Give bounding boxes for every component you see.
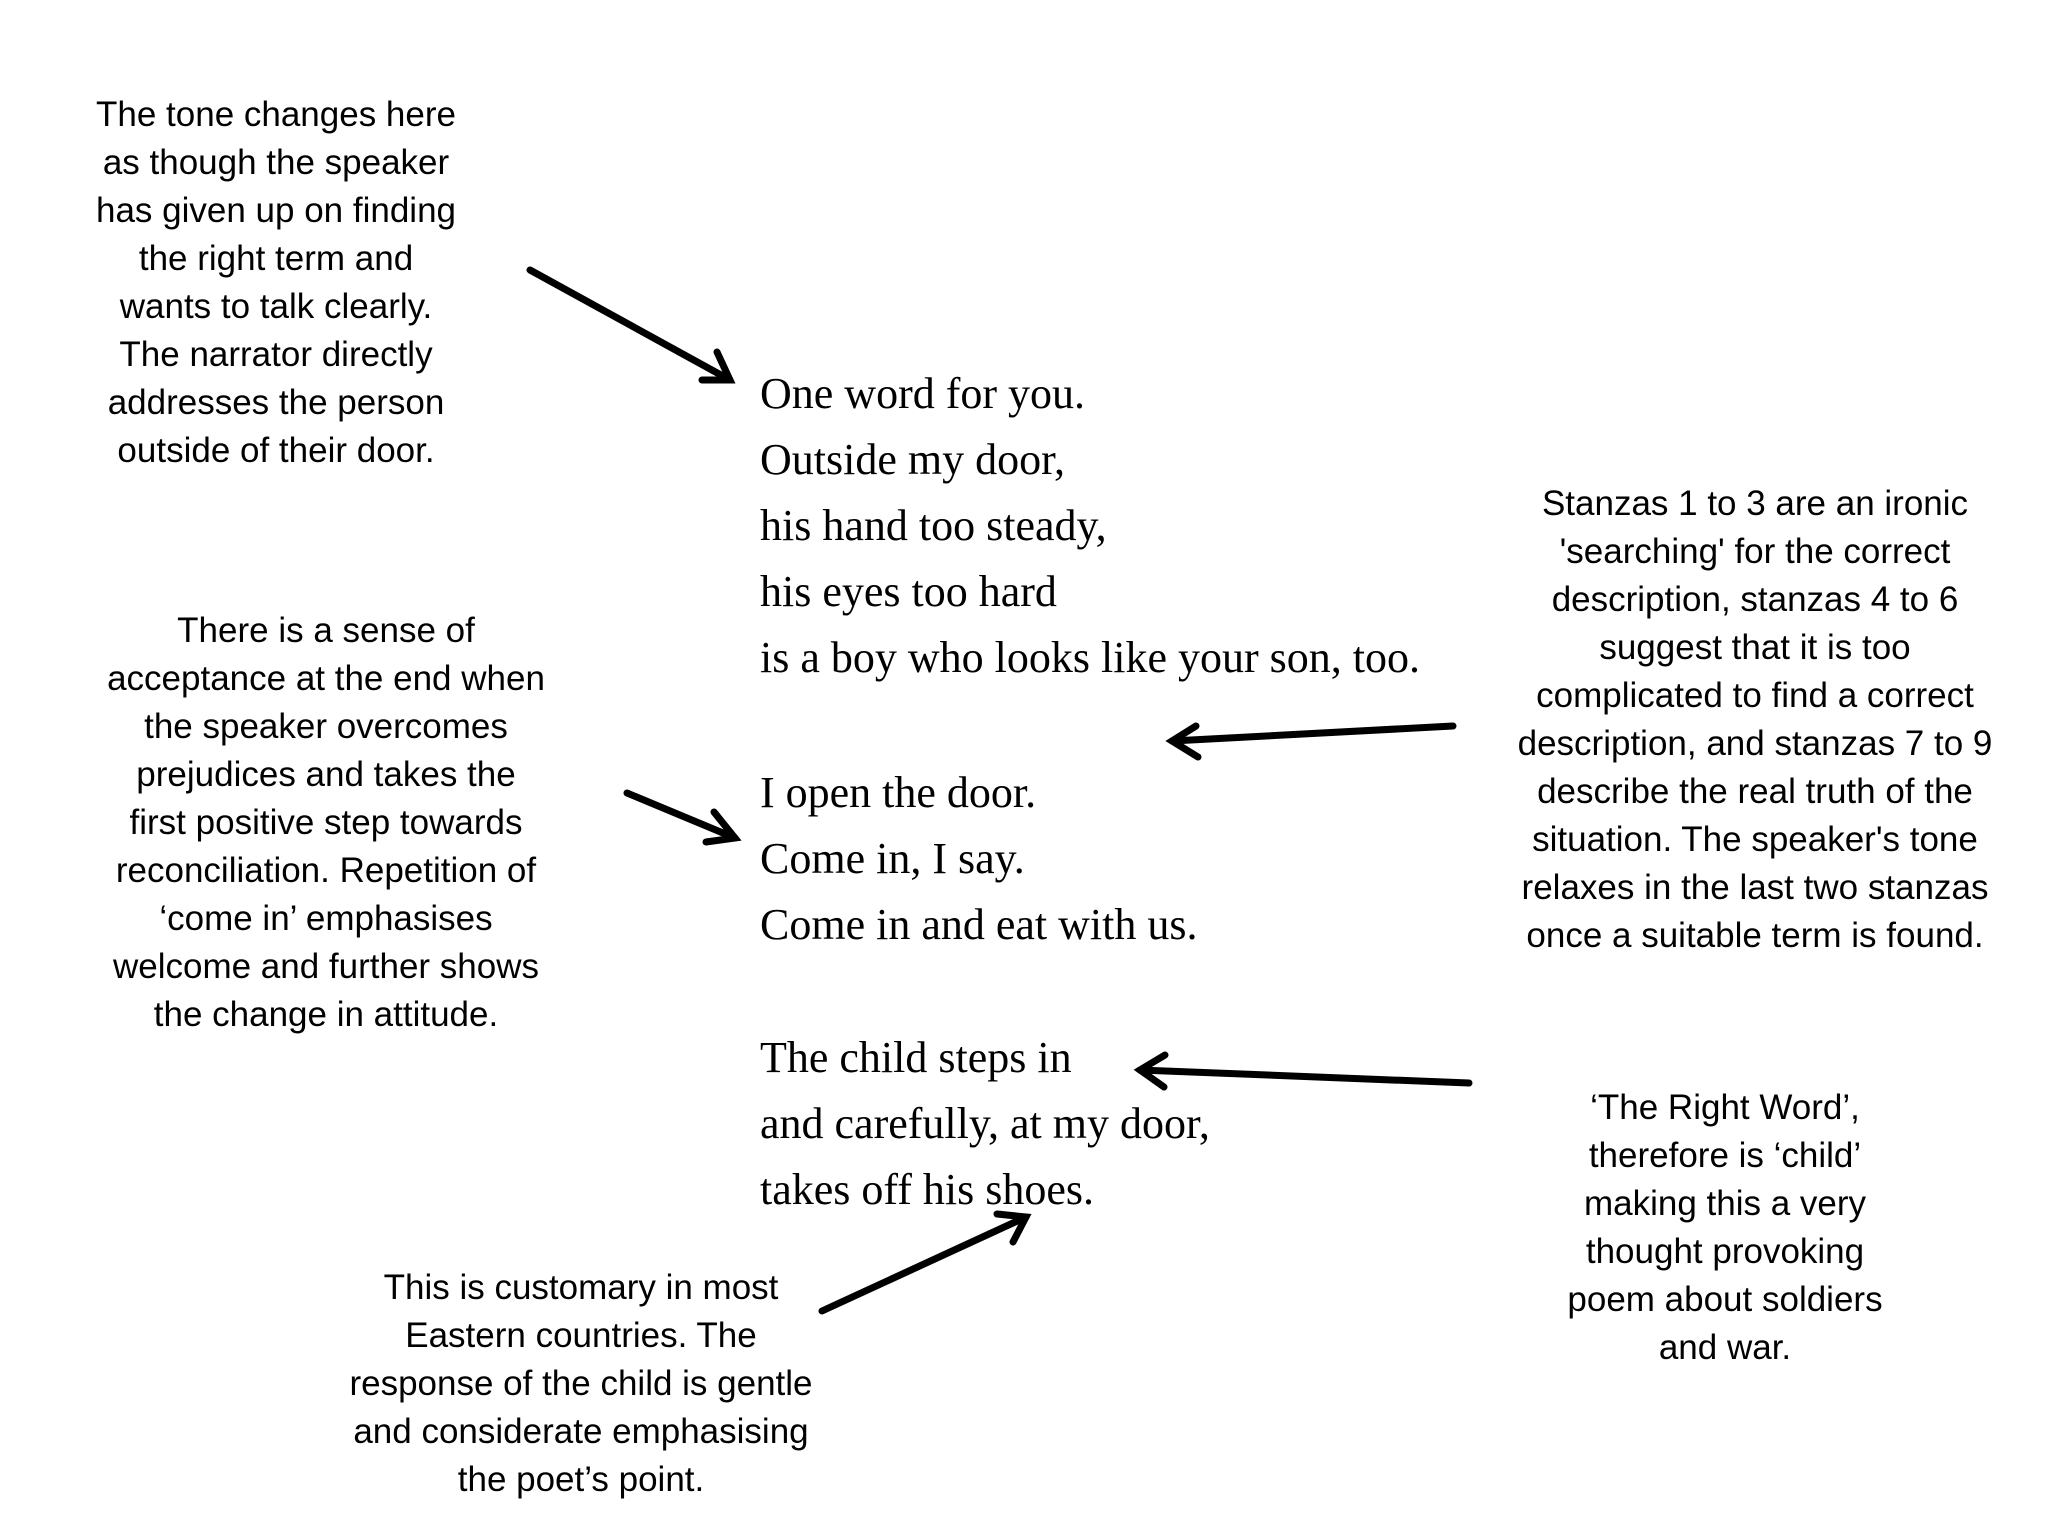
annotation-customary xyxy=(326,1264,836,1504)
poem-line: Come in, I say. xyxy=(760,834,1025,883)
annotation-acceptance xyxy=(86,607,566,1039)
annotation-line: response of the child is gentle xyxy=(349,1364,813,1403)
arrow-head xyxy=(706,812,735,842)
annotation-line: Eastern countries. The xyxy=(405,1316,757,1355)
annotation-stanzas xyxy=(1490,480,2020,960)
poem-line: Come in and eat with us. xyxy=(760,900,1198,949)
annotation-line: There is a sense of xyxy=(177,611,475,650)
poem-line: his eyes too hard xyxy=(760,567,1057,616)
annotation-line: wants to talk clearly. xyxy=(119,287,433,326)
poem-line: I open the door. xyxy=(760,768,1037,817)
annotation-line: poem about soldiers xyxy=(1567,1280,1883,1319)
annotation-line: acceptance at the end when xyxy=(107,659,545,698)
annotation-line: the speaker overcomes xyxy=(144,707,508,746)
poem-line: The child steps in xyxy=(760,1033,1072,1082)
arrow-shaft xyxy=(530,270,730,380)
annotation-line: 'searching' for the correct xyxy=(1559,532,1951,571)
arrow-shaft xyxy=(822,1217,1026,1311)
annotation-line: outside of their door. xyxy=(117,431,435,470)
annotation-line: ‘come in’ emphasises xyxy=(159,899,493,938)
arrow-tone-change xyxy=(530,270,730,380)
annotation-line: ‘The Right Word’, xyxy=(1590,1088,1860,1127)
arrow-stanzas xyxy=(1172,726,1453,757)
annotation-line: prejudices and takes the xyxy=(136,755,516,794)
annotation-line: suggest that it is too xyxy=(1599,628,1911,667)
annotation-right-word xyxy=(1530,1084,1920,1372)
poem-stanza-2 xyxy=(760,760,1198,958)
arrow-acceptance xyxy=(627,793,735,842)
annotation-line: description, stanzas 4 to 6 xyxy=(1551,580,1959,619)
annotation-line: welcome and further shows xyxy=(112,947,540,986)
poem-line: takes off his shoes. xyxy=(760,1165,1095,1214)
annotation-line: description, and stanzas 7 to 9 xyxy=(1517,724,1993,763)
annotation-line: and considerate emphasising xyxy=(353,1412,809,1451)
arrow-shaft xyxy=(627,793,735,838)
annotation-line: has given up on finding xyxy=(96,191,456,230)
annotation-line: The tone changes here xyxy=(96,95,456,134)
poem-line: is a boy who looks like your son, too. xyxy=(760,633,1420,682)
annotation-tone-change xyxy=(76,91,476,475)
annotation-line: situation. The speaker's tone xyxy=(1532,820,1978,859)
arrow-head xyxy=(1172,726,1198,757)
annotation-line: the change in attitude. xyxy=(153,995,499,1034)
poem-line: and carefully, at my door, xyxy=(760,1099,1210,1148)
poem-line: his hand too steady, xyxy=(760,501,1107,550)
poem-stanza-1 xyxy=(760,361,1420,691)
annotation-line: relaxes in the last two stanzas xyxy=(1521,868,1989,907)
poem-line: One word for you. xyxy=(760,369,1086,418)
poem-line: Outside my door, xyxy=(760,435,1065,484)
poem-stanza-3 xyxy=(760,1025,1210,1223)
annotation-line: This is customary in most xyxy=(383,1268,779,1307)
annotation-line: the right term and xyxy=(138,239,414,278)
annotation-line: first positive step towards xyxy=(129,803,523,842)
annotation-line: Stanzas 1 to 3 are an ironic xyxy=(1541,484,1969,523)
annotation-line: complicated to find a correct xyxy=(1536,676,1974,715)
annotation-line: thought provoking xyxy=(1585,1232,1865,1271)
annotation-line: making this a very xyxy=(1583,1184,1867,1223)
annotation-line: as though the speaker xyxy=(102,143,450,182)
arrow-shaft xyxy=(1172,726,1453,741)
arrow-head xyxy=(702,352,730,380)
arrow-customary xyxy=(822,1214,1026,1311)
annotation-line: describe the real truth of the xyxy=(1537,772,1973,811)
annotation-line: The narrator directly xyxy=(119,335,433,374)
annotation-line: therefore is ‘child’ xyxy=(1588,1136,1862,1175)
annotation-line: and war. xyxy=(1658,1328,1792,1367)
annotation-line: addresses the person xyxy=(107,383,445,422)
annotation-line: once a suitable term is found. xyxy=(1526,916,1984,955)
annotation-line: reconciliation. Repetition of xyxy=(115,851,537,890)
annotation-line: the poet’s point. xyxy=(457,1460,705,1499)
